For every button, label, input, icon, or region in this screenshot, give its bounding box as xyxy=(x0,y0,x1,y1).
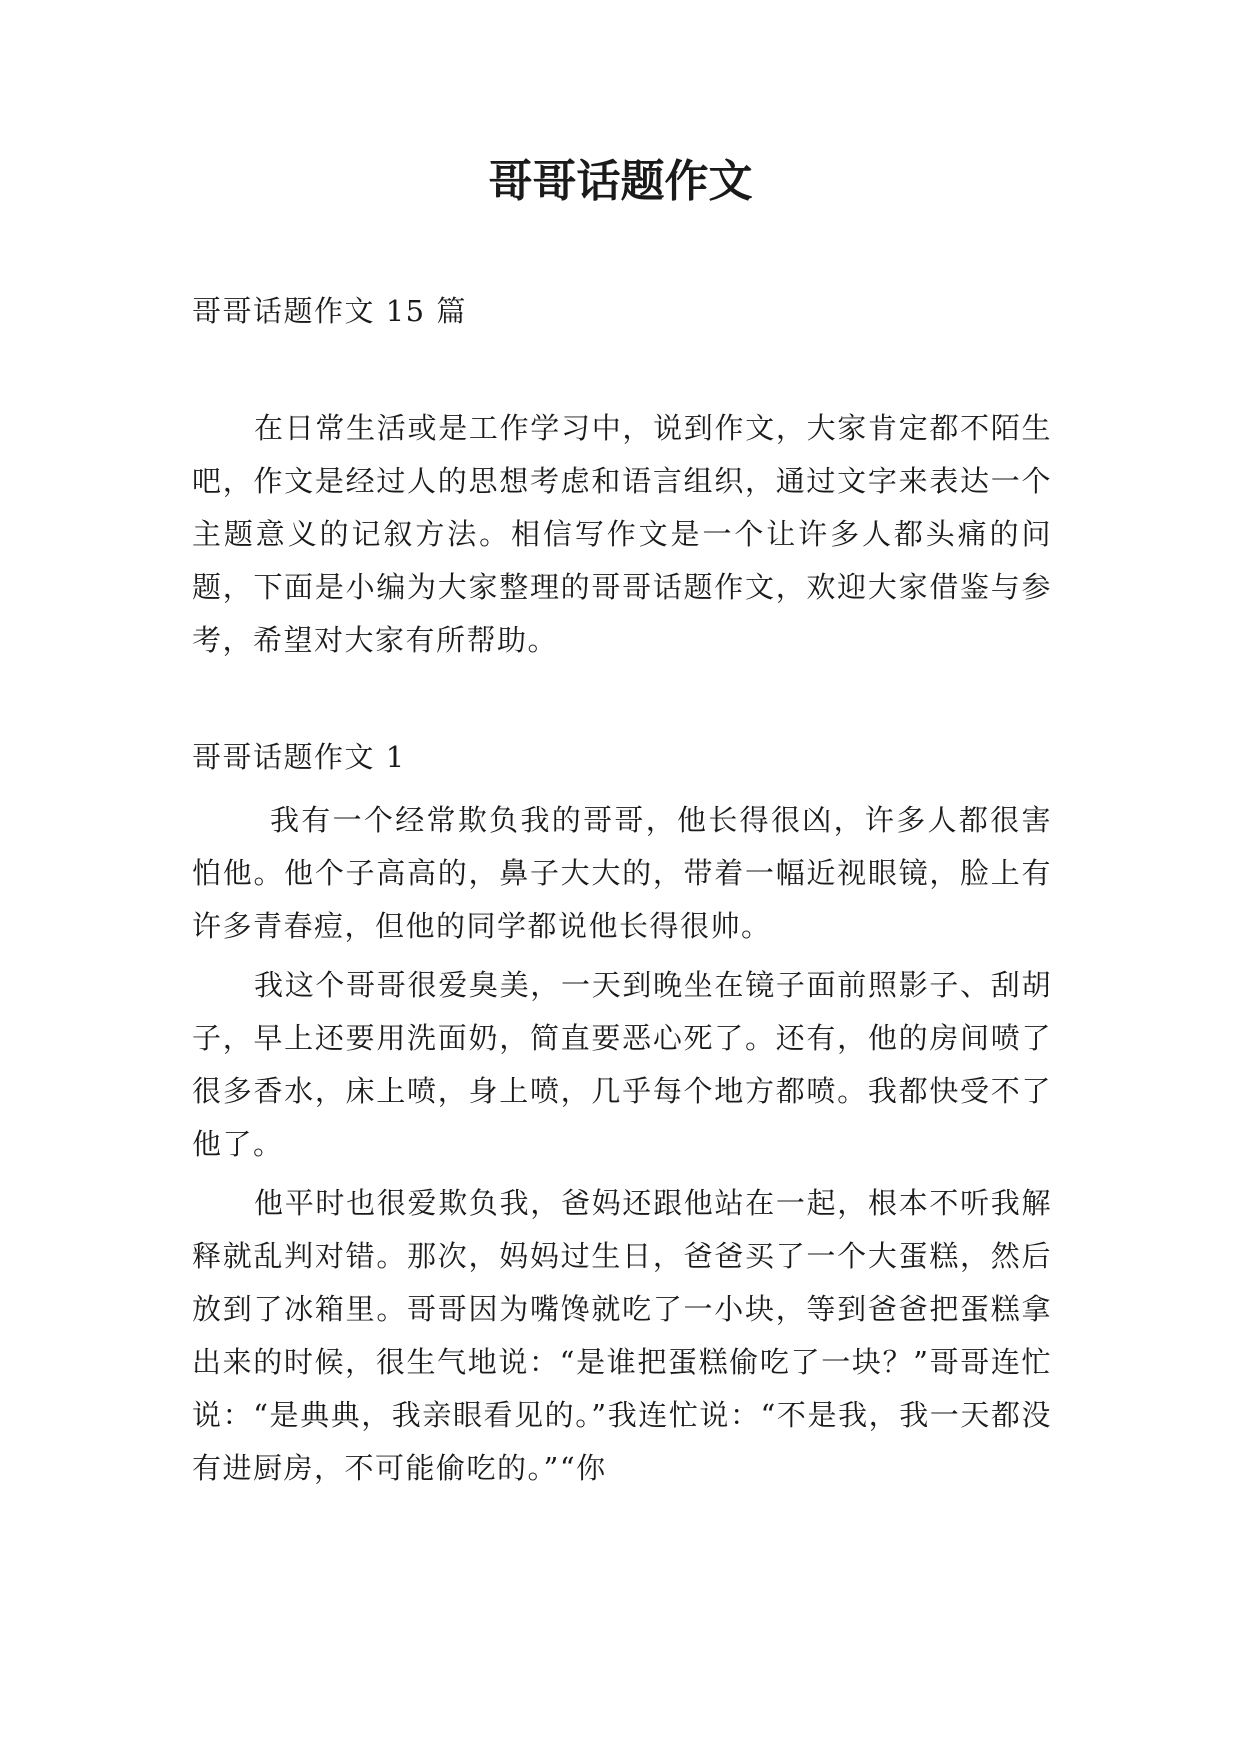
body-paragraph: 我这个哥哥很爱臭美，一天到晚坐在镜子面前照影子、刮胡子，早上还要用洗面奶，简直要恶心死了。还有，他的房间喷了很多香水，床上喷，身上喷，几乎每个地方都喷。我都快受不了他了。 xyxy=(192,968,1052,1161)
document-body xyxy=(192,285,1052,1495)
intro-paragraph: 在日常生活或是工作学习中，说到作文，大家肯定都不陌生吧，作文是经过人的思想考虑和语言组织，通过文字来表达一个主题意义的记叙方法。相信写作文是一个让许多人都头痛的问题，下面是小编为大家整理的哥哥话题作文，欢迎大家借鉴与参考，希望对大家有所帮助。 xyxy=(192,411,1052,657)
document-subtitle: 哥哥话题作文 15 篇 xyxy=(192,294,467,328)
document-title: 哥哥话题作文 xyxy=(488,156,753,207)
body-paragraph: 我有一个经常欺负我的哥哥，他长得很凶，许多人都很害怕他。他个子高高的，鼻子大大的，带着一幅近视眼镜，脸上有许多青春痘，但他的同学都说他长得很帅。 xyxy=(192,803,1052,943)
section-title: 哥哥话题作文 1 xyxy=(192,740,406,774)
body-paragraph: 他平时也很爱欺负我，爸妈还跟他站在一起，根本不听我解释就乱判对错。那次，妈妈过生日，爸爸买了一个大蛋糕，然后放到了冰箱里。哥哥因为嘴馋就吃了一小块，等到爸爸把蛋糕拿出来的时候，很生气地说：“是谁把蛋糕偷吃了一块？”哥哥连忙说：“是典典，我亲眼看见的。”我连忙说：“不是我，我一天都没有进厨房，不可能偷吃的。”“你 xyxy=(192,1186,1052,1485)
